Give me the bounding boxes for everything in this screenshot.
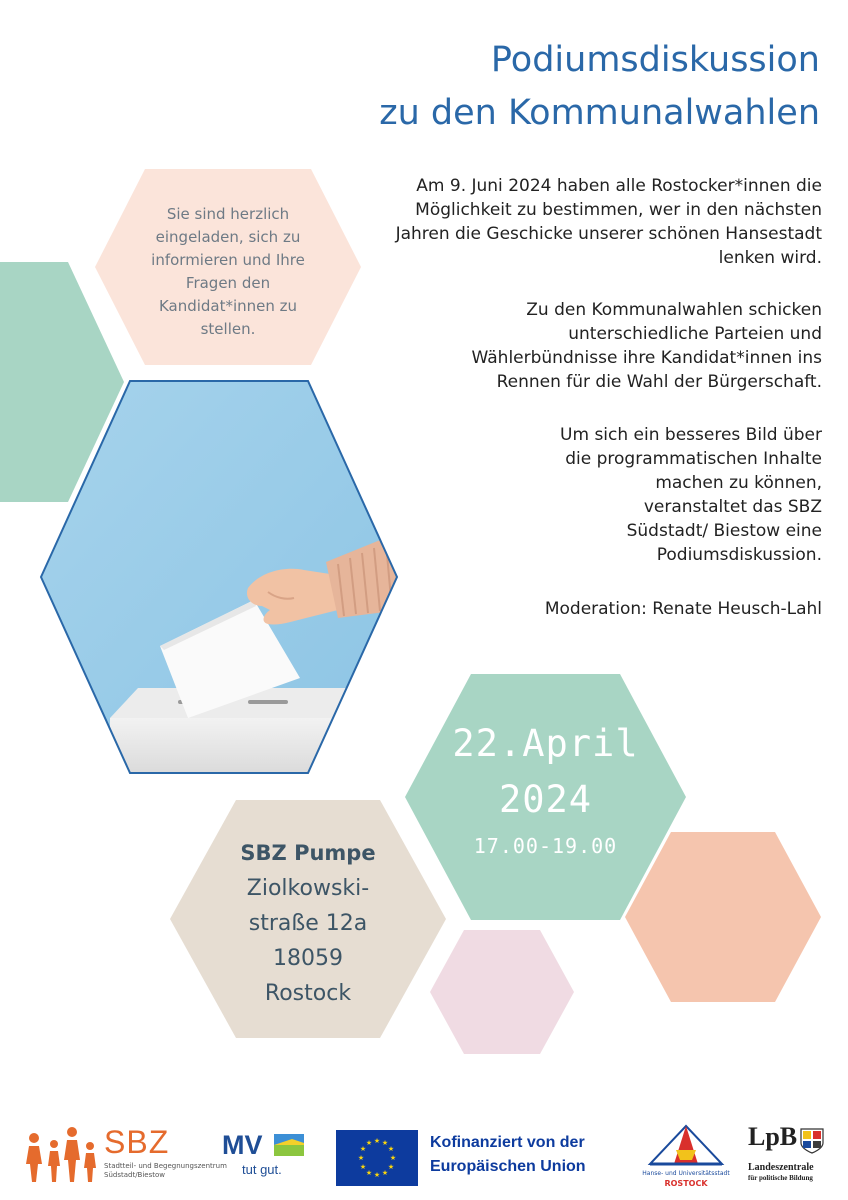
paragraph-line: Rennen für die Wahl der Bürgerschaft. xyxy=(496,372,822,392)
lpb-coat-of-arms-icon xyxy=(800,1128,824,1154)
lpb-text-1: Landeszentrale xyxy=(748,1162,814,1173)
svg-text:★: ★ xyxy=(365,1139,373,1147)
event-time: 17.00-19.00 xyxy=(473,834,618,858)
date-year: 2024 xyxy=(498,778,593,821)
paragraph-line: die programmatischen Inhalte xyxy=(565,449,822,469)
svg-text:★: ★ xyxy=(359,1145,367,1153)
svg-text:★: ★ xyxy=(389,1154,397,1162)
paragraph-line: Zu den Kommunalwahlen schicken xyxy=(526,300,822,320)
sbz-logo xyxy=(22,1124,227,1184)
hexagon-pink-small xyxy=(428,928,576,1056)
svg-text:★: ★ xyxy=(387,1163,395,1171)
paragraph-event xyxy=(362,423,822,567)
invite-line: Fragen den xyxy=(185,274,271,292)
family-icon xyxy=(22,1124,102,1184)
event-date xyxy=(438,718,653,826)
title-line-2: zu den Kommunalwahlen xyxy=(379,93,820,133)
sbz-subtitle-1: Stadtteil- und Begegnungszentrum xyxy=(104,1162,227,1170)
paragraph-line: Südstadt/ Biestow eine xyxy=(626,521,822,541)
paragraph-line: Wählerbündnisse ihre Kandidat*innen ins xyxy=(471,348,822,368)
ballot-photo xyxy=(38,378,400,776)
venue-street-2: straße 12a xyxy=(248,911,368,936)
paragraph-line: Möglichkeit zu bestimmen, wer in den nächsten xyxy=(415,200,822,220)
venue-city: Rostock xyxy=(264,981,352,1006)
venue-name: SBZ Pumpe xyxy=(240,841,376,865)
eu-flag-icon xyxy=(336,1130,418,1186)
paragraph-candidates xyxy=(362,298,822,394)
invite-line: Sie sind herzlich xyxy=(166,205,290,223)
mv-abbr: MV xyxy=(222,1130,263,1160)
invite-line: informieren und Ihre xyxy=(151,251,305,269)
hexagon-peach-right xyxy=(623,830,823,1004)
paragraph-line: machen zu können, xyxy=(655,473,822,493)
title-line-1: Podiumsdiskussion xyxy=(490,40,820,80)
page-title xyxy=(100,34,820,140)
invitation-text xyxy=(118,203,338,341)
date-day-month: 22.April xyxy=(452,722,639,765)
paragraph-line: veranstaltet das SBZ xyxy=(643,497,822,517)
venue-street-1: Ziolkowski- xyxy=(246,876,370,901)
venue-address xyxy=(188,836,428,1011)
rostock-ship-icon xyxy=(636,1124,736,1168)
svg-text:★: ★ xyxy=(381,1169,389,1177)
rostock-text-2: ROSTOCK xyxy=(664,1179,708,1188)
invite-line: Kandidat*innen zu xyxy=(158,297,298,315)
paragraph-line: unterschiedliche Parteien und xyxy=(568,324,822,344)
eu-text-2: Europäischen Union xyxy=(430,1158,586,1175)
lpb-abbr: LpB xyxy=(748,1122,798,1151)
paragraph-line: lenken wird. xyxy=(718,248,822,268)
invite-line: eingeladen, sich zu xyxy=(155,228,301,246)
paragraph-line: Um sich ein besseres Bild über xyxy=(560,425,822,445)
lpb-text-2: für politische Bildung xyxy=(748,1174,813,1182)
invite-line: stellen. xyxy=(200,320,256,338)
mv-slogan: tut gut. xyxy=(242,1162,282,1177)
paragraph-line: Jahren die Geschicke unserer schönen Hansestadt xyxy=(395,224,822,244)
svg-text:★: ★ xyxy=(381,1139,389,1147)
paragraph-election-date xyxy=(362,174,822,270)
svg-text:★: ★ xyxy=(387,1145,395,1153)
paragraph-line: Am 9. Juni 2024 haben alle Rostocker*innen die xyxy=(416,176,822,196)
eu-logo xyxy=(336,1130,621,1186)
rostock-logo xyxy=(636,1124,736,1190)
svg-text:★: ★ xyxy=(365,1169,373,1177)
svg-text:★: ★ xyxy=(357,1154,365,1162)
moderation-text: Moderation: Renate Heusch-Lahl xyxy=(544,599,822,619)
sbz-subtitle-2: Südstadt/Biestow xyxy=(104,1171,166,1179)
svg-text:★: ★ xyxy=(359,1163,367,1171)
svg-text:★: ★ xyxy=(373,1171,381,1179)
mv-flag-icon xyxy=(274,1134,304,1156)
venue-zip: 18059 xyxy=(273,946,343,971)
paragraph-line: Podiumsdiskussion. xyxy=(656,545,822,565)
sbz-abbr: SBZ xyxy=(104,1124,170,1160)
rostock-text-1: Hanse- und Universitätsstadt xyxy=(642,1170,730,1177)
mv-logo xyxy=(222,1132,312,1180)
lpb-logo xyxy=(748,1122,826,1188)
svg-text:★: ★ xyxy=(373,1137,381,1145)
eu-text-1: Kofinanziert von der xyxy=(430,1134,585,1151)
